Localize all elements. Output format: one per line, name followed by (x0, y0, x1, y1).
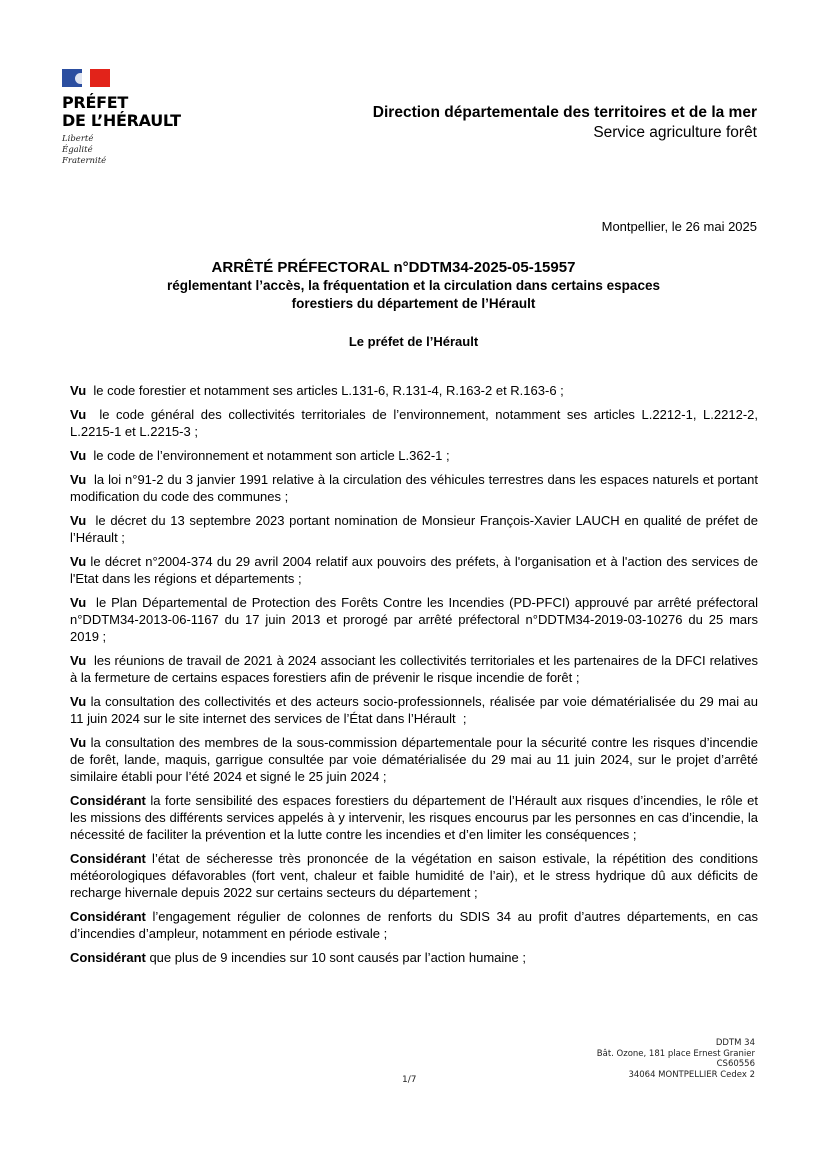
marianne-flag-icon (62, 69, 110, 87)
paragraph-lead: Vu (70, 513, 87, 528)
paragraph-text: le décret du 13 septembre 2023 portant nomination de Monsieur François-Xavier LAUCH en qualité de préfet de l’Hérault ; (70, 513, 762, 545)
paragraph-text: le code de l’environnement et notamment son article L.362-1 ; (86, 448, 450, 463)
service-name: Service agriculture forêt (593, 124, 757, 141)
vu-paragraph (70, 512, 762, 546)
vu-paragraph (70, 553, 762, 587)
paragraph-text: la loi n°91-2 du 3 janvier 1991 relative à la circulation des véhicules terrestres dans les espaces naturels et portant modification du code des communes ; (70, 472, 762, 504)
decree-number: ARRÊTÉ PRÉFECTORAL n°DDTM34-2025-05-15957 (211, 259, 576, 276)
paragraph-text: l’engagement régulier de colonnes de renforts du SDIS 34 au profit d’autres départements, en cas d’incendies d’ampleur, notamment en période estivale ; (70, 909, 762, 941)
footer-address-line: CS60556 (716, 1059, 755, 1069)
paragraph-text: le code général des collectivités territoriales de l’environnement, notamment ses articles L.2212-1, L.2212-2, L.2215-1 et L.2215-3 ; (70, 407, 762, 439)
vu-paragraph (70, 447, 758, 464)
considerant-paragraph (70, 850, 762, 901)
paragraph-text: les réunions de travail de 2021 à 2024 associant les collectivités territoriales et les partenaires de la DFCI relatives à la fermeture de certains espaces forestiers afin de prévenir le risque incendie de forêt ; (70, 653, 762, 685)
footer-address-line: DDTM 34 (715, 1038, 755, 1048)
logo-title (62, 94, 181, 130)
motto-fraternite: Fraternité (62, 156, 107, 166)
direction-name: Direction départementale des territoires et de la mer (372, 104, 757, 121)
paragraph-text: le décret n°2004-374 du 29 avril 2004 relatif aux pouvoirs des préfets, à l'organisation et à l'action des services de l'Etat dans les régions et départements ; (70, 554, 762, 586)
logo-title-line2: DE L’HÉRAULT (62, 111, 181, 130)
paragraph-lead: Considérant (70, 909, 146, 924)
decree-subject-line2: forestiers du département de l’Hérault (291, 296, 536, 311)
republic-motto (62, 134, 181, 167)
paragraph-lead: Vu (70, 554, 87, 569)
paragraph-lead: Vu (70, 383, 87, 398)
footer-address (597, 1038, 755, 1080)
paragraph-text: que plus de 9 incendies sur 10 sont causés par l’action humaine ; (145, 950, 526, 965)
considerant-paragraph (70, 949, 758, 966)
document-body (70, 382, 762, 973)
paragraph-lead: Vu (70, 448, 87, 463)
paragraph-text: le code forestier et notamment ses articles L.131-6, R.131-4, R.163-2 et R.163-6 ; (86, 383, 564, 398)
motto-egalite: Égalité (62, 145, 93, 155)
paragraph-lead: Considérant (70, 851, 146, 866)
paragraph-text: la forte sensibilité des espaces forestiers du département de l’Hérault aux risques d’incendies, le rôle et les missions des différents services appelés à y intervenir, les risques encourus par les personnes en cas d’incendie, la nécessité de faciliter la prévention et la lutte contre les incendies et d’en limiter les conséquences ; (70, 793, 762, 842)
paragraph-lead: Vu (70, 472, 87, 487)
paragraph-lead: Vu (70, 694, 87, 709)
paragraph-lead: Vu (70, 653, 87, 668)
vu-paragraph (70, 652, 762, 686)
paragraph-lead: Vu (70, 735, 87, 750)
vu-paragraph (70, 382, 758, 399)
vu-paragraph (70, 693, 762, 727)
vu-paragraph (70, 734, 762, 785)
considerant-paragraph (70, 792, 762, 843)
vu-paragraph (70, 406, 762, 440)
paragraph-text: l’état de sécheresse très prononcée de la végétation en saison estivale, la répétition des conditions météorologiques défavorables (fort vent, chaleur et faible humidité de l’air), et le stress hydrique dû aux déficits de recharge hivernale depuis 2022 sur certains secteurs du département ; (70, 851, 762, 900)
paragraph-text: le Plan Départemental de Protection des Forêts Contre les Incendies (PD-PFCI) approuvé par arrêté préfectoral n°DDTM34-2013-06-1167 du 17 juin 2013 et prorogé par arrêté préfectoral n°DDTM34-2019-03-10276 du 25 mars 2019 ; (70, 595, 762, 644)
page-number: 1/7 (402, 1075, 417, 1085)
motto-liberte: Liberté (62, 134, 94, 144)
prefect-heading: Le préfet de l’Hérault (348, 334, 479, 349)
logo-title-line1: PRÉFET (62, 93, 128, 112)
paragraph-lead: Considérant (70, 950, 146, 965)
vu-paragraph (70, 594, 762, 645)
decree-title (70, 258, 757, 313)
paragraph-lead: Vu (70, 407, 87, 422)
paragraph-lead: Considérant (70, 793, 146, 808)
prefecture-logo (62, 69, 181, 167)
footer-address-line: 34064 MONTPELLIER Cedex 2 (628, 1069, 755, 1080)
paragraph-text: la consultation des collectivités et des acteurs socio-professionnels, réalisée par voie dématérialisée du 29 mai au 11 juin 2024 sur le site internet des services de l’État dans l’Hérault ; (70, 694, 762, 726)
paragraph-text: la consultation des membres de la sous-commission départementale pour la sécurité contre les risques d’incendie de forêt, lande, maquis, garrigue consultée par voie dématérialisée du 29 mai au 11 juin 2024, sur le projet d’arrêté similaire établi pour l’été 2024 et signé le 25 juin 2024 ; (70, 735, 762, 784)
considerant-paragraph (70, 908, 762, 942)
paragraph-lead: Vu (70, 595, 87, 610)
vu-paragraph (70, 471, 762, 505)
decree-subject-line1: réglementant l’accès, la fréquentation et la circulation dans certains espaces (167, 278, 660, 293)
footer-address-line: Bât. Ozone, 181 place Ernest Granier (596, 1048, 755, 1059)
place-date: Montpellier, le 26 mai 2025 (601, 219, 757, 234)
issuing-department (373, 103, 757, 143)
